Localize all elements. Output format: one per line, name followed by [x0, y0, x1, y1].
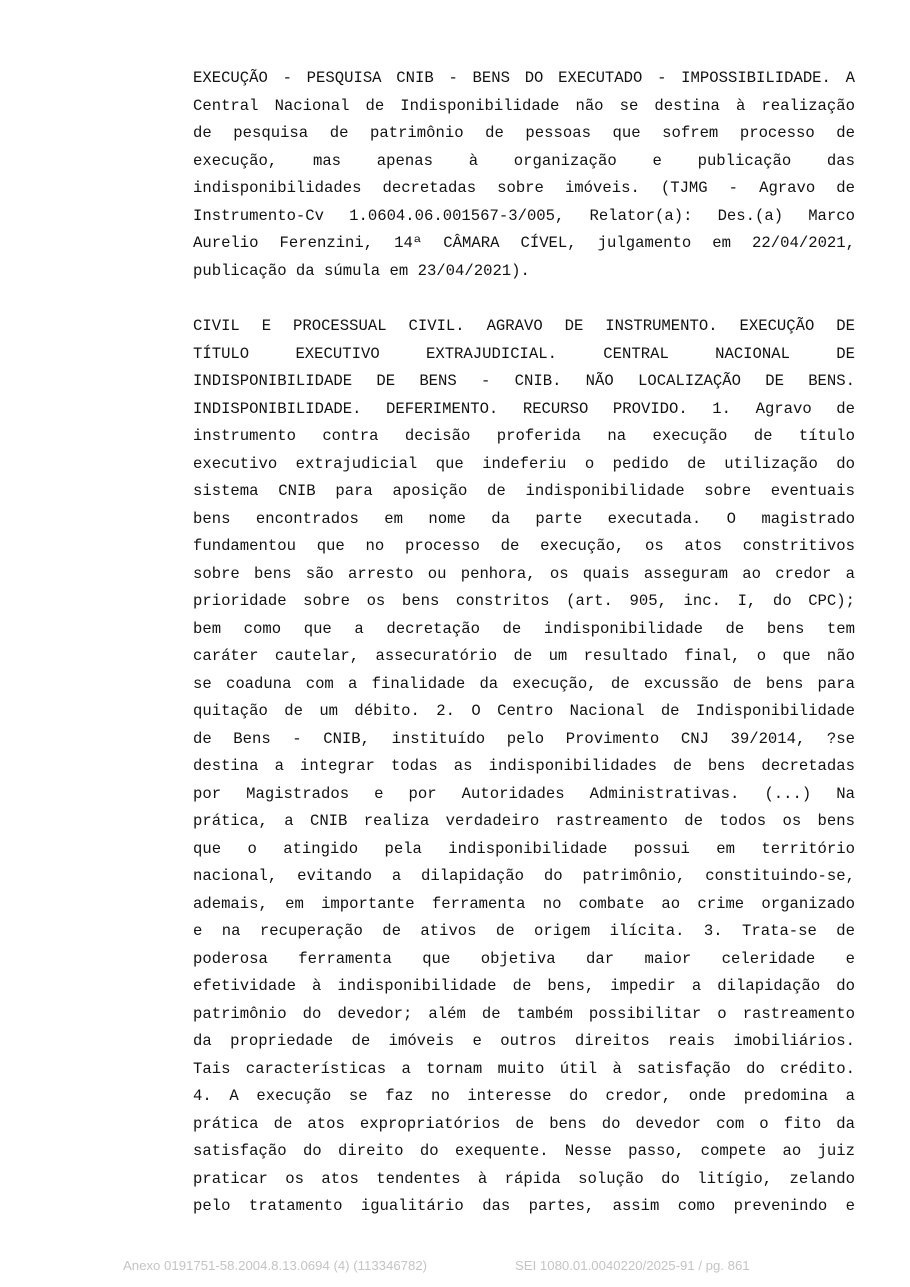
text-line: indisponibilidades decretadas sobre imóveis. (TJMG - Agravo de — [193, 179, 855, 197]
text-line: bens encontrados em nome da parte executada. O magistrado — [193, 509, 855, 528]
text-line: praticar os atos tendentes à rápida solução do litígio, zelando — [193, 1169, 855, 1188]
text-line: satisfação do direito do exequente. Nesse passo, compete ao juiz — [193, 1142, 855, 1160]
text-line: Central Nacional de Indisponibilidade não se destina à realização — [193, 96, 855, 115]
text-line: por Magistrados e por Autoridades Administrativas. (...) Na — [193, 784, 855, 803]
paragraph-ementa-tjmg — [193, 65, 855, 285]
text-line: ademais, em importante ferramenta no combate ao crime organizado — [193, 894, 855, 913]
text-line: de Bens - CNIB, instituído pelo Provimento CNJ 39/2014, ?se — [193, 729, 855, 748]
text-line: se coaduna com a finalidade da execução, de excussão de bens para — [193, 674, 855, 693]
text-line: de pesquisa de patrimônio de pessoas que sofrem processo de — [193, 124, 855, 142]
text-line: executivo extrajudicial que indeferiu o pedido de utilização do — [193, 454, 855, 473]
text-line: sobre bens são arresto ou penhora, os quais asseguram ao credor a — [193, 564, 855, 583]
text-line: sistema CNIB para aposição de indisponibilidade sobre eventuais — [193, 482, 855, 500]
text-line: publicação da súmula em 23/04/2021). — [193, 261, 530, 280]
footer-sei-page-reference: SEI 1080.01.0040220/2025-91 / pg. 861 — [515, 1258, 750, 1273]
text-line: caráter cautelar, assecuratório de um resultado final, o que não — [193, 647, 855, 665]
text-line: TÍTULO EXECUTIVO EXTRAJUDICIAL. CENTRAL NACIONAL DE — [193, 344, 855, 363]
text-line: prática de atos expropriatórios de bens do devedor com o fito da — [193, 1114, 855, 1133]
text-line: e na recuperação de ativos de origem ilícita. 3. Trata-se de — [193, 922, 855, 940]
text-line: efetividade à indisponibilidade de bens, impedir a dilapidação do — [193, 977, 855, 995]
text-line: prioridade sobre os bens constritos (art. 905, inc. I, do CPC); — [193, 592, 855, 610]
text-line: 4. A execução se faz no interesse do credor, onde predomina a — [193, 1087, 855, 1105]
text-line: prática, a CNIB realiza verdadeiro rastreamento de todos os bens — [193, 812, 855, 830]
text-line: Tais características a tornam muito útil à satisfação do crédito. — [193, 1059, 855, 1078]
text-line: fundamentou que no processo de execução, os atos constritivos — [193, 537, 855, 555]
page-footer — [0, 1258, 910, 1276]
text-line: Aurelio Ferenzini, 14ª CÂMARA CÍVEL, julgamento em 22/04/2021, — [193, 234, 855, 252]
text-line: patrimônio do devedor; além de também possibilitar o rastreamento — [193, 1004, 855, 1023]
text-line: execução, mas apenas à organização e publicação das — [193, 151, 855, 170]
text-line: destina a integrar todas as indisponibilidades de bens decretadas — [193, 757, 855, 775]
text-line: CIVIL E PROCESSUAL CIVIL. AGRAVO DE INSTRUMENTO. EXECUÇÃO DE — [193, 317, 855, 335]
text-line: da propriedade de imóveis e outros direitos reais imobiliários. — [193, 1032, 855, 1050]
text-line: nacional, evitando a dilapidação do patrimônio, constituindo-se, — [193, 867, 855, 885]
text-line: INDISPONIBILIDADE DE BENS - CNIB. NÃO LOCALIZAÇÃO DE BENS. — [193, 372, 855, 390]
text-line: pelo tratamento igualitário das partes, assim como prevenindo e — [193, 1197, 855, 1215]
text-line: que o atingido pela indisponibilidade possui em território — [193, 839, 855, 858]
footer-annex-reference: Anexo 0191751-58.2004.8.13.0694 (4) (113346782) — [123, 1258, 428, 1273]
text-line: EXECUÇÃO - PESQUISA CNIB - BENS DO EXECUTADO - IMPOSSIBILIDADE. A — [193, 69, 855, 87]
text-line: INDISPONIBILIDADE. DEFERIMENTO. RECURSO PROVIDO. 1. Agravo de — [193, 399, 855, 418]
text-line: Instrumento-Cv 1.0604.06.001567-3/005, Relator(a): Des.(a) Marco — [193, 206, 855, 225]
text-line: quitação de um débito. 2. O Centro Nacional de Indisponibilidade — [193, 702, 855, 720]
text-line: bem como que a decretação de indisponibilidade de bens tem — [193, 619, 855, 638]
text-line: poderosa ferramenta que objetiva dar maior celeridade e — [193, 949, 855, 968]
text-line: instrumento contra decisão proferida na execução de título — [193, 427, 855, 445]
paragraph-ementa-agravo — [193, 313, 855, 1221]
